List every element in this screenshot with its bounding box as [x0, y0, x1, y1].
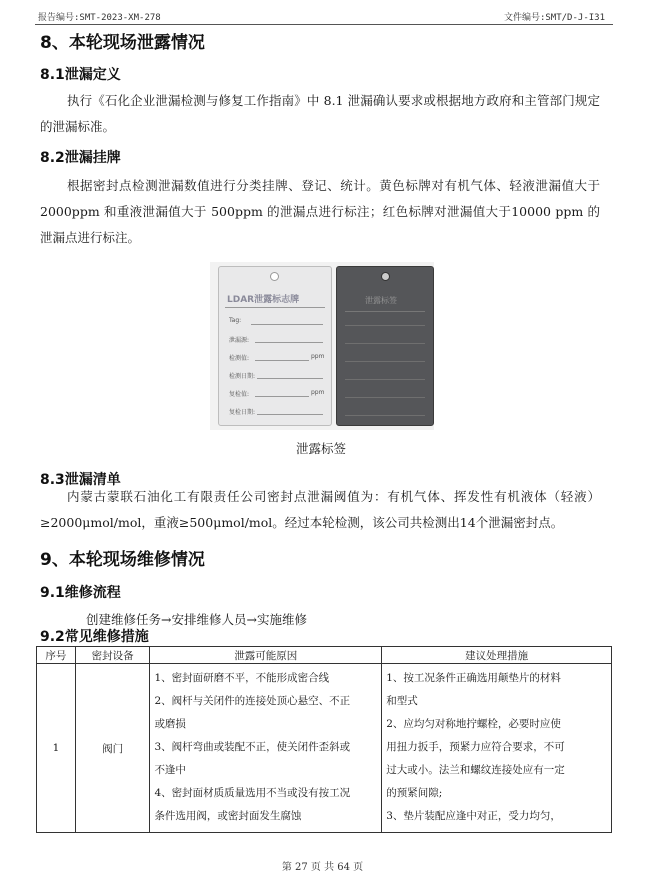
tag-field-line [345, 361, 425, 362]
row-measures [382, 664, 612, 833]
cause-line: 2、阀杆与关闭件的连接处顶心悬空、不正 [154, 695, 351, 707]
tag-field-label: Tag: [229, 317, 242, 324]
measure-line: 的预紧间隙; [386, 787, 443, 799]
section-8-3-text: 内蒙古蒙联石油化工有限责任公司密封点泄漏阈值为：有机气体、挥发性有机液体（轻液）≥2000μmol/mol，重液≥500μmol/mol。经过本轮检测，该公司共检测出14个泄漏密封点。 [40, 489, 600, 530]
tag-field-line [345, 379, 425, 380]
measure-line: 2、应均匀对称地拧螺栓，必要时应使 [386, 718, 561, 730]
cause-line: 3、阀杆弯曲或装配不正，使关闭件歪斜或 [154, 741, 351, 753]
ldar-tag-dark [336, 266, 434, 426]
measure-line: 过大或小。法兰和螺纹连接处应有一定 [386, 764, 565, 776]
file-number: 文件编号:SMT/D-J-I31 [503, 13, 605, 23]
tag-field-line [345, 415, 425, 416]
ldar-tag-title: LDAR泄露标志牌 [227, 295, 300, 305]
section-8-1-text: 执行《石化企业泄漏检测与修复工作指南》中 8.1 泄漏确认要求或根据地方政府和主管部门规定的泄漏标准。 [40, 93, 600, 134]
section-8-3-title: 8.3泄漏清单 [40, 472, 121, 488]
page-number: 第 27 页 共 64 页 [281, 862, 364, 873]
tag-divider [225, 307, 325, 308]
cause-line: 或磨损 [154, 718, 186, 730]
tag-divider [345, 311, 425, 312]
section-9-1-text: 创建维修任务→安排维修人员→实施维修 [86, 612, 307, 627]
header-measures: 建议处理措施 [382, 647, 612, 664]
row-no: 1 [37, 664, 76, 833]
tag-field-label: 检测日期: [229, 373, 256, 380]
tag-field-line [345, 343, 425, 344]
cause-line: 4、密封面材质质量选用不当或没有按工况 [154, 787, 351, 799]
tag-field-label: 复检日期: [229, 409, 256, 416]
tag-field-line [255, 396, 309, 397]
tag-field-label: 泄漏源: [229, 337, 250, 344]
tag-field-line [345, 397, 425, 398]
row-device: 阀门 [75, 664, 150, 833]
ldar-tag-light [218, 266, 332, 426]
tag-field-label: 检测值: [229, 355, 250, 362]
tag-field-line [257, 414, 323, 415]
tag-field-line [255, 342, 323, 343]
section-9-1-title: 9.1维修流程 [40, 585, 121, 601]
section-9-title: 9、本轮现场维修情况 [40, 550, 205, 570]
header-no: 序号 [37, 647, 76, 664]
tag-field-label: 复检值: [229, 391, 250, 398]
tag-hole-icon [270, 272, 279, 281]
cause-line: 1、密封面研磨不平，不能形成密合线 [154, 672, 330, 684]
figure-caption: 泄露标签 [296, 441, 347, 456]
section-8-1-title: 8.1泄漏定义 [40, 67, 121, 83]
cause-line: 不逢中 [154, 764, 186, 776]
tag-unit: ppm [311, 389, 325, 396]
tag-field-line [251, 324, 323, 325]
measure-line: 用扭力扳手，预紧力应符合要求，不可 [386, 741, 565, 753]
measure-line: 1、按工况条件正确选用颠垫片的材料 [386, 672, 561, 684]
figure-frame [210, 262, 434, 430]
table-header-row [37, 647, 612, 664]
section-8-2-title: 8.2泄漏挂牌 [40, 150, 121, 166]
tag-field-line [257, 378, 323, 379]
section-8-2-text: 根据密封点检测泄漏数值进行分类挂牌、登记、统计。黄色标牌对有机气体、轻液泄漏值大于 2000ppm 和重液泄漏值大于 500ppm 的泄漏点进行标注；红色标牌对泄漏值大于10000 ppm 的泄漏点进行标注。 [40, 178, 600, 245]
tag-hole-icon [381, 272, 390, 281]
tag-field-line [345, 325, 425, 326]
tag-field-line [255, 360, 309, 361]
repair-measures-table [36, 646, 612, 833]
table-row [37, 664, 612, 833]
section-8-title: 8、本轮现场泄露情况 [40, 33, 205, 53]
measure-line: 3、垫片装配应逢中对正，受力均匀， [386, 810, 561, 822]
tag-unit: ppm [311, 353, 325, 360]
section-9-2-title: 9.2常见维修措施 [40, 629, 149, 645]
header-causes: 泄露可能原因 [150, 647, 382, 664]
report-number: 报告编号:SMT-2023-XM-278 [38, 13, 161, 23]
cause-line: 条件选用阀，或密封面发生腐蚀 [154, 810, 302, 822]
header-rule [35, 24, 613, 25]
dark-tag-title: 泄露标签 [365, 296, 397, 305]
row-causes [150, 664, 382, 833]
measure-line: 和型式 [386, 695, 418, 707]
header-device: 密封设备 [75, 647, 150, 664]
